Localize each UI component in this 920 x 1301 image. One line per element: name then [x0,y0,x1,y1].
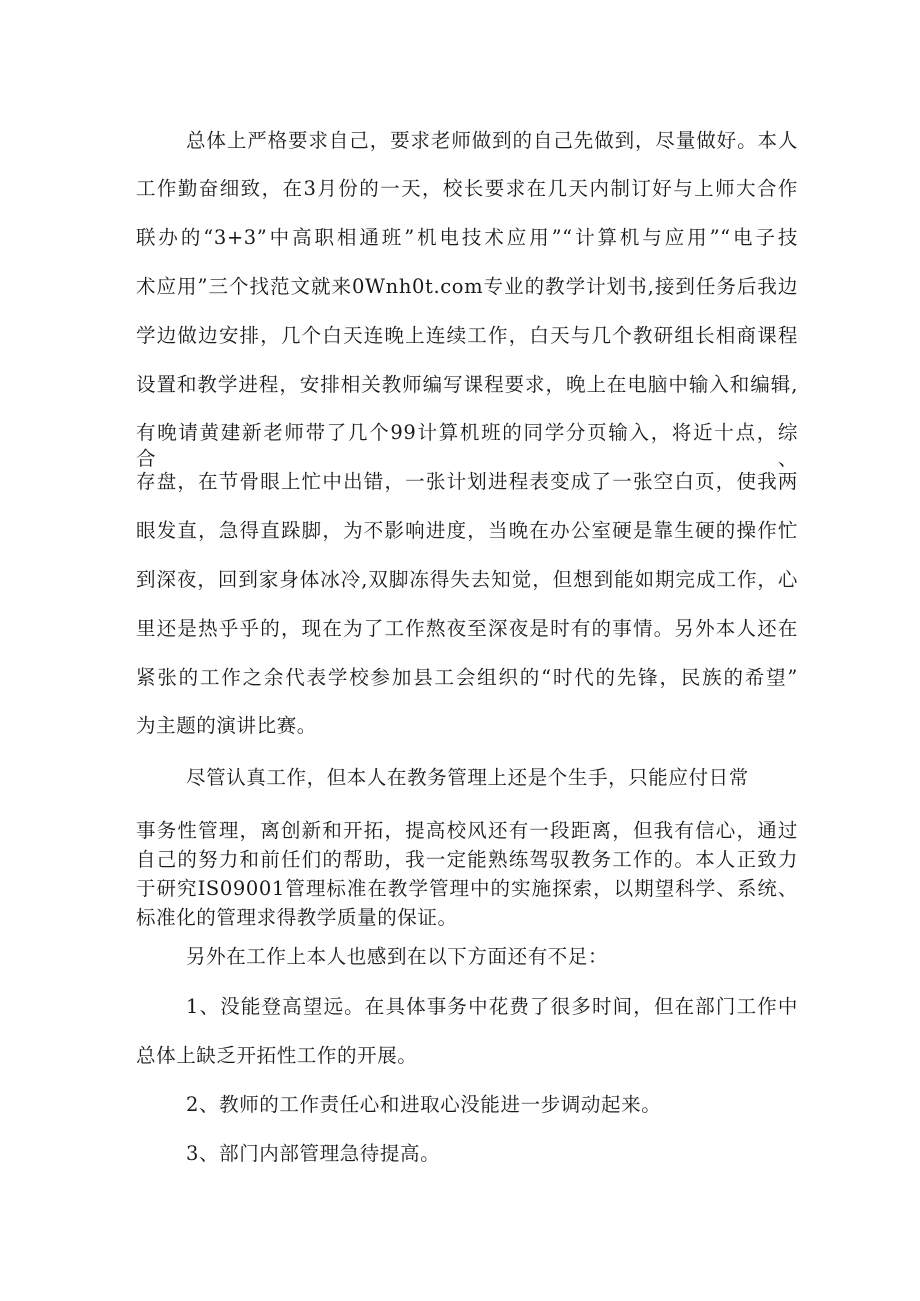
paragraph-2-line-1: 尽管认真工作，但本人在教务管理上还是个生手，只能应付日常 [186,766,749,789]
paragraph-2-line-5: 标准化的管理求得教学质量的保证。 [136,906,458,929]
item-1-line-2: 总体上缺乏开拓性工作的开展。 [136,1044,418,1067]
paragraph-1-line-13: 为主题的演讲比赛。 [136,714,317,737]
paragraph-2-line-4: 于研究IS09001管理标准在教学管理中的实施探索，以期望科学、系统、 [136,877,798,900]
paragraph-3: 另外在工作上本人也感到在以下方面还有不足： [186,945,609,968]
paragraph-1-line-9: 眼发直，急得直跺脚，为不影响进度，当晚在办公室硬是靠生硬的操作忙 [136,519,798,542]
item-1-line-1: 1、没能登高望远。在具体事务中花费了很多时间，但在部门工作中 [186,995,798,1018]
paragraph-1-line-1: 总体上严格要求自己，要求老师做到的自己先做到，尽量做好。本人 [186,129,798,152]
item-2: 2、教师的工作责任心和进取心没能进一步调动起来。 [186,1093,662,1116]
paragraph-1-line-7: 有晚请黄建新老师带了几个99计算机班的同学分页输入，将近十点，综合、 [136,421,798,470]
paragraph-1-line-10: 到深夜，回到家身体冰冷,双脚冻得失去知觉，但想到能如期完成工作，心 [136,568,798,591]
paragraph-2-line-3: 自己的努力和前任们的帮助，我一定能熟练驾驭教务工作的。本人正致力 [136,848,798,871]
paragraph-1-line-12: 紧张的工作之余代表学校参加县工会组织的“时代的先锋，民族的希望” [136,666,798,689]
paragraph-1-line-5: 学边做边安排，几个白天连晚上连续工作，白天与几个教研组长相商课程 [136,324,798,347]
paragraph-1-line-6: 设置和教学进程，安排相关教师编写课程要求，晚上在电脑中输入和编辑, [136,373,798,396]
paragraph-1-line-2: 工作勤奋细致，在3月份的一天，校长要求在几天内制订好与上师大合作 [136,177,798,200]
paragraph-2-line-2: 事务性管理，离创新和开拓，提高校风还有一段距离，但我有信心，通过 [136,819,798,842]
paragraph-1-line-11: 里还是热乎乎的，现在为了工作熬夜至深夜是时有的事情。另外本人还在 [136,617,798,640]
paragraph-1-line-8: 存盘，在节骨眼上忙中出错，一张计划进程表变成了一张空白页，使我两 [136,470,798,493]
paragraph-1-line-4: 术应用”三个找范文就来0Wnh0t.com专业的教学计划书,接到任务后我边 [136,275,798,298]
item-3: 3、部门内部管理急待提高。 [186,1142,441,1165]
paragraph-1-line-3: 联办的“3+3”中高职相通班”机电技术应用”“计算机与应用”“电子技 [136,226,798,249]
